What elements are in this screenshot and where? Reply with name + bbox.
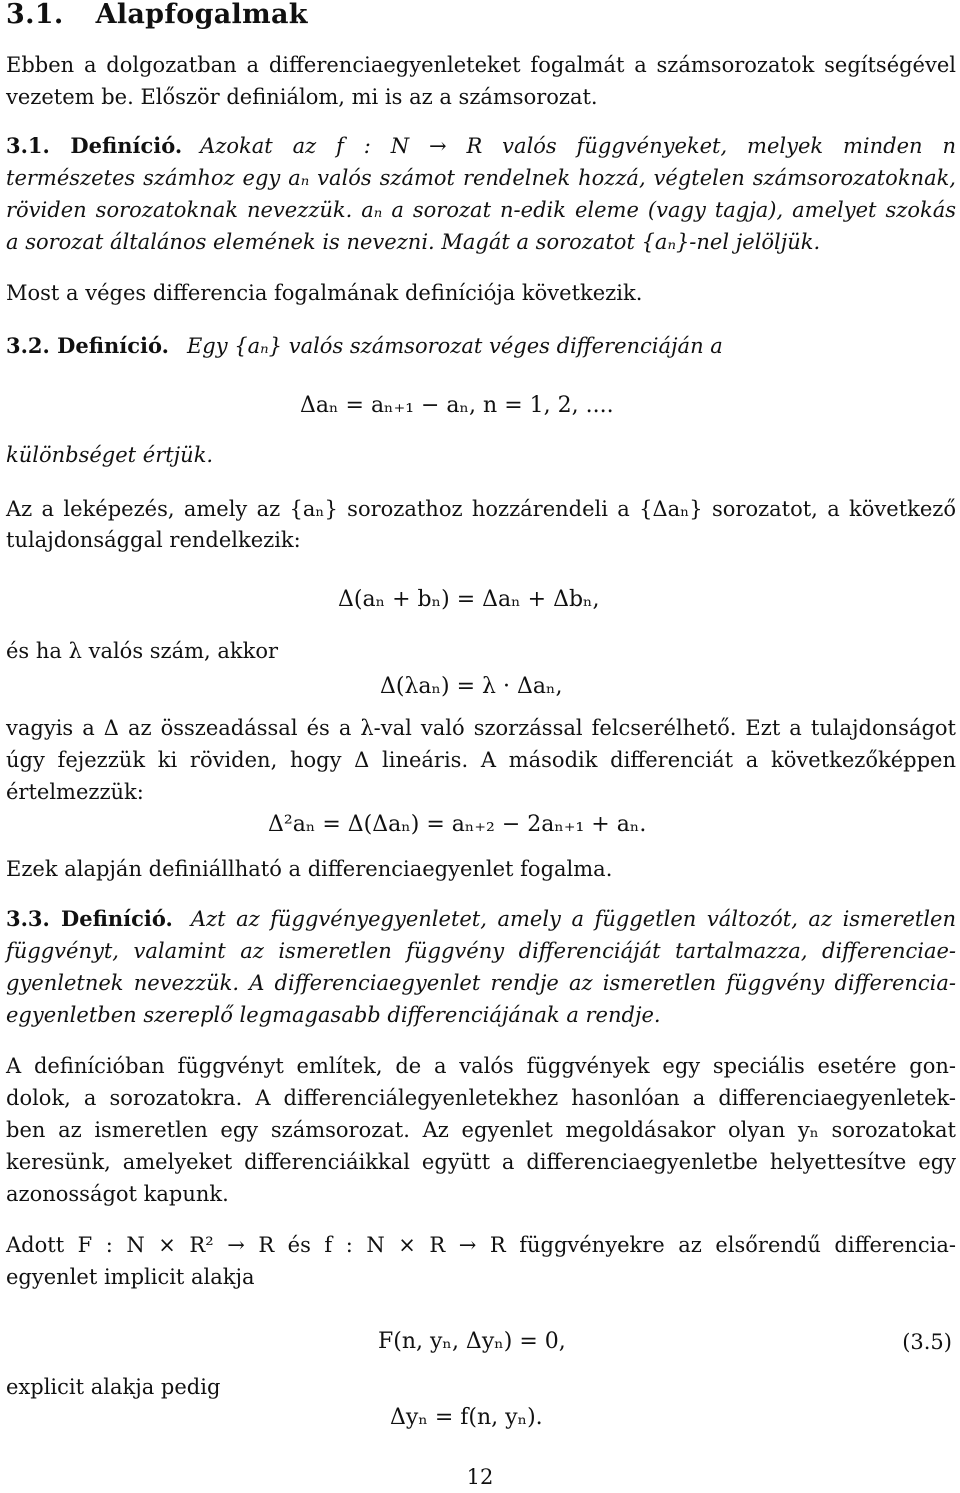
implicit-equation: F(n, yₙ, Δyₙ) = 0,	[378, 1329, 566, 1354]
definition-para-line-1: A definícióban függvényt említek, de a valós függvények egy speciális esetére gon-	[6, 1054, 956, 1078]
section-heading	[6, 0, 956, 30]
page-number: 12	[466, 1465, 494, 1489]
second-difference-equation: Δ²aₙ = Δ(Δaₙ) = aₙ₊₂ − 2aₙ₊₁ + aₙ.	[268, 812, 647, 837]
explicit-label: explicit alakja pedig	[6, 1375, 221, 1399]
definition-1-text-1: Azokat az f : N → R valós függvényeket, melyek minden n	[200, 134, 956, 158]
definition-1-line-2: természetes számhoz egy aₙ valós számot rendelnek hozzá, végtelen számsorozatoknak,	[6, 166, 956, 190]
definition-3-line-2: függvényt, valamint az ismeretlen függvény differenciáját tartalmazza, differenciae-	[6, 939, 956, 963]
given-line-1: Adott F : N × R² → R és f : N × R → R függvényekre az elsőrendű differencia-	[6, 1233, 956, 1257]
definition-3-text-1: Azt az függvényegyenletet, amely a független változót, az ismeretlen	[190, 907, 956, 931]
intro-line-1: Ebben a dolgozatban a differenciaegyenleteket fogalmát a számsorozatok segítségével	[6, 53, 956, 77]
definition-1-line-1	[6, 131, 956, 161]
definition-3-label: 3.3. Definíció.	[6, 906, 173, 931]
transition-text: Most a véges differencia fogalmának definíciója következik.	[6, 281, 643, 305]
mapping-line-1: Az a leképezés, amely az {aₙ} sorozathoz hozzárendeli a {Δaₙ} sorozatot, a következő	[6, 497, 956, 521]
linearity-line-3: értelmezzük:	[6, 780, 144, 804]
definition-para-line-5: azonosságot kapunk.	[6, 1182, 229, 1206]
difference-equation: Δaₙ = aₙ₊₁ − aₙ, n = 1, 2, ....	[300, 393, 614, 418]
definition-para-line-3: ben az ismeretlen egy számsorozat. Az egyenlet megoldásakor olyan yₙ sorozatokat	[6, 1118, 956, 1142]
definition-2-ending: különbséget értjük.	[6, 443, 214, 467]
definition-para-line-2: dolok, a sorozatokra. A differenciálegyenletekhez hasonlóan a differenciaegyenletek-	[6, 1086, 956, 1110]
definition-3-line-3: gyenletnek nevezzük. A differenciaegyenlet rendje az ismeretlen függvény differencia-	[6, 971, 956, 995]
section-title: Alapfogalmak	[95, 0, 308, 30]
definition-1-line-4: a sorozat általános elemének is nevezni. Magát a sorozatot {aₙ}-nel jelöljük.	[6, 230, 821, 254]
linearity-line-2: úgy fejezzük ki röviden, hogy Δ lineáris. A második differenciát a következőképpen	[6, 748, 956, 772]
definition-1-line-3: röviden sorozatoknak nevezzük. aₙ a sorozat n-edik eleme (vagy tagja), amelyet szokás	[6, 198, 956, 222]
given-line-2: egyenlet implicit alakja	[6, 1265, 255, 1289]
definition-2-line	[6, 331, 956, 361]
homogeneity-equation: Δ(λaₙ) = λ · Δaₙ,	[380, 674, 563, 699]
explicit-equation: Δyₙ = f(n, yₙ).	[390, 1405, 543, 1430]
scalar-condition: és ha λ valós szám, akkor	[6, 639, 279, 663]
section-number: 3.1.	[6, 0, 64, 30]
definition-2-text: Egy {aₙ} valós számsorozat véges differenciáján a	[186, 334, 723, 358]
basis-text: Ezek alapján definiállható a differenciaegyenlet fogalma.	[6, 857, 613, 881]
mapping-line-2: tulajdonsággal rendelkezik:	[6, 528, 301, 552]
definition-3-line-4: egyenletben szereplő legmagasabb differenciájának a rendje.	[6, 1003, 661, 1027]
definition-2-label: 3.2. Definíció.	[6, 333, 169, 358]
definition-1-label: 3.1. Definíció.	[6, 133, 183, 158]
intro-line-2: vezetem be. Először definiálom, mi is az a számsorozat.	[6, 85, 598, 109]
linearity-line-1: vagyis a Δ az összeadással és a λ-val való szorzással felcserélhető. Ezt a tulajdonságot	[6, 716, 956, 740]
additivity-equation: Δ(aₙ + bₙ) = Δaₙ + Δbₙ,	[338, 587, 600, 612]
equation-number: (3.5)	[902, 1330, 952, 1354]
definition-3-line-1	[6, 904, 956, 934]
definition-para-line-4: keresünk, amelyeket differenciáikkal együtt a differenciaegyenletbe helyettesítve egy	[6, 1150, 956, 1174]
